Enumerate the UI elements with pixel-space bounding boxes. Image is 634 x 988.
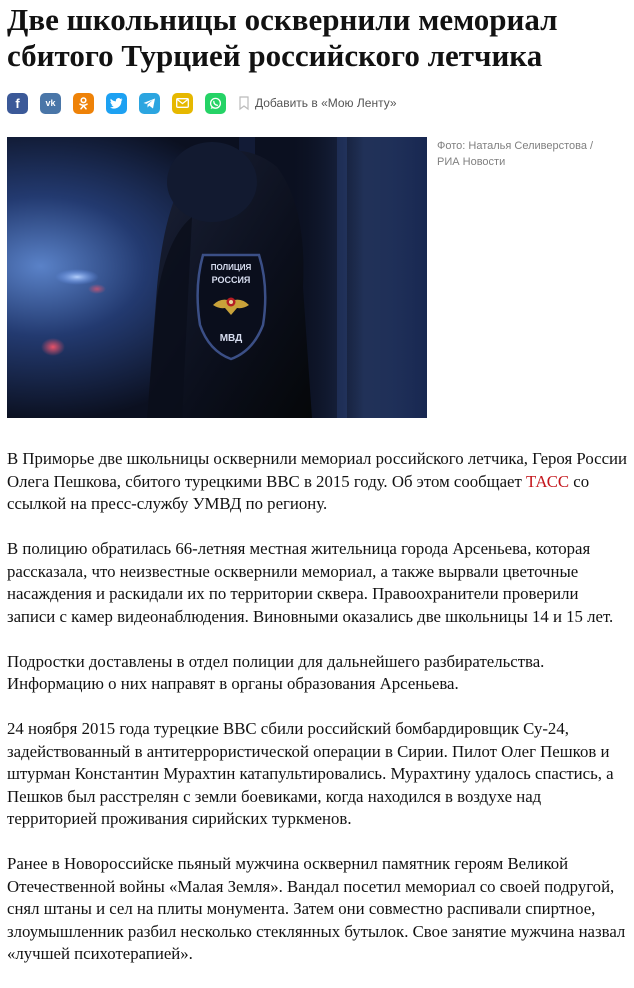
share-bar: [7, 92, 397, 114]
police-officer-image: [7, 137, 427, 418]
photo-caption: [437, 138, 612, 170]
photo-caption-line-1: Фото: Наталья Селиверстова /: [437, 140, 594, 152]
article-title-line-2: сбитого Турцией российского летчика: [7, 38, 543, 73]
article-photo: [7, 137, 427, 418]
article-paragraph-3: Подростки доставлены в отдел полиции для дальнейшего разбирательства. Информацию о них направят в органы образования Арсеньева.: [7, 651, 545, 693]
share-whatsapp-button[interactable]: [205, 93, 226, 114]
share-twitter-button[interactable]: [106, 93, 127, 114]
add-to-feed-link[interactable]: Добавить в «Мою Ленту»: [255, 96, 397, 110]
odnoklassniki-icon: [78, 97, 89, 110]
vk-icon: vk: [45, 98, 56, 108]
svg-text:ПОЛИЦИЯ: ПОЛИЦИЯ: [210, 263, 252, 272]
article-paragraph-4: 24 ноября 2015 года турецкие ВВС сбили российский бомбардировщик Су-24, задействованный в антитеррористической операции в Сирии. Пилот Олег Пешков и штурман Константин Мурахтин катапультировались. Мурахтину удалось спастись, а Пешков был расстрелян с земли боевиками, когда находился в воздухе над территорией проживания сирийских туркменов.: [7, 719, 614, 828]
share-email-button[interactable]: [172, 93, 193, 114]
share-telegram-button[interactable]: [139, 93, 160, 114]
mail-icon: [176, 98, 189, 108]
share-odnoklassniki-button[interactable]: [73, 93, 94, 114]
share-vk-button[interactable]: [40, 93, 61, 114]
telegram-icon: [143, 98, 156, 109]
article-title: [7, 2, 627, 74]
twitter-icon: [110, 98, 123, 109]
tass-link[interactable]: ТАСС: [526, 471, 570, 491]
svg-text:МВД: МВД: [219, 333, 243, 344]
article-paragraph-1: В Приморье две школьницы осквернили мемориал российского летчика, Героя России Олега Пешкова, сбитого турецкими ВВС в 2015 году. Об этом сообщает ТАСС со ссылкой на пресс-службу УМВД по региону.: [7, 449, 628, 513]
article-paragraph-5: Ранее в Новороссийске пьяный мужчина осквернил памятник героям Великой Отечественной войны «Малая Земля». Вандал посетил мемориал со своей подругой, снял штаны и сел на плиты монумента. Затем они совместно распивали спиртное, злоумышленник разбил несколько стеклянных бутылок. Свое занятие мужчина назвал «лучшей психотерапией».: [7, 854, 626, 963]
article-paragraph-2: В полицию обратилась 66-летняя местная жительница города Арсеньева, которая рассказала, что неизвестные осквернили мемориал, а также вырвали цветочные насаждения и раскидали их по территории сквера. Правоохранители проверили записи с камер видеонаблюдения. Виновными оказались две школьницы 14 и 15 лет.: [7, 539, 614, 626]
photo-caption-line-2: РИА Новости: [437, 156, 506, 168]
whatsapp-icon: [209, 97, 222, 110]
bookmark-icon[interactable]: [239, 96, 249, 110]
share-facebook-button[interactable]: [7, 93, 28, 114]
article-body: [7, 448, 627, 988]
facebook-icon: f: [15, 95, 20, 111]
article-title-line-1: Две школьницы осквернили мемориал: [7, 2, 558, 37]
svg-text:РОССИЯ: РОССИЯ: [211, 275, 251, 285]
